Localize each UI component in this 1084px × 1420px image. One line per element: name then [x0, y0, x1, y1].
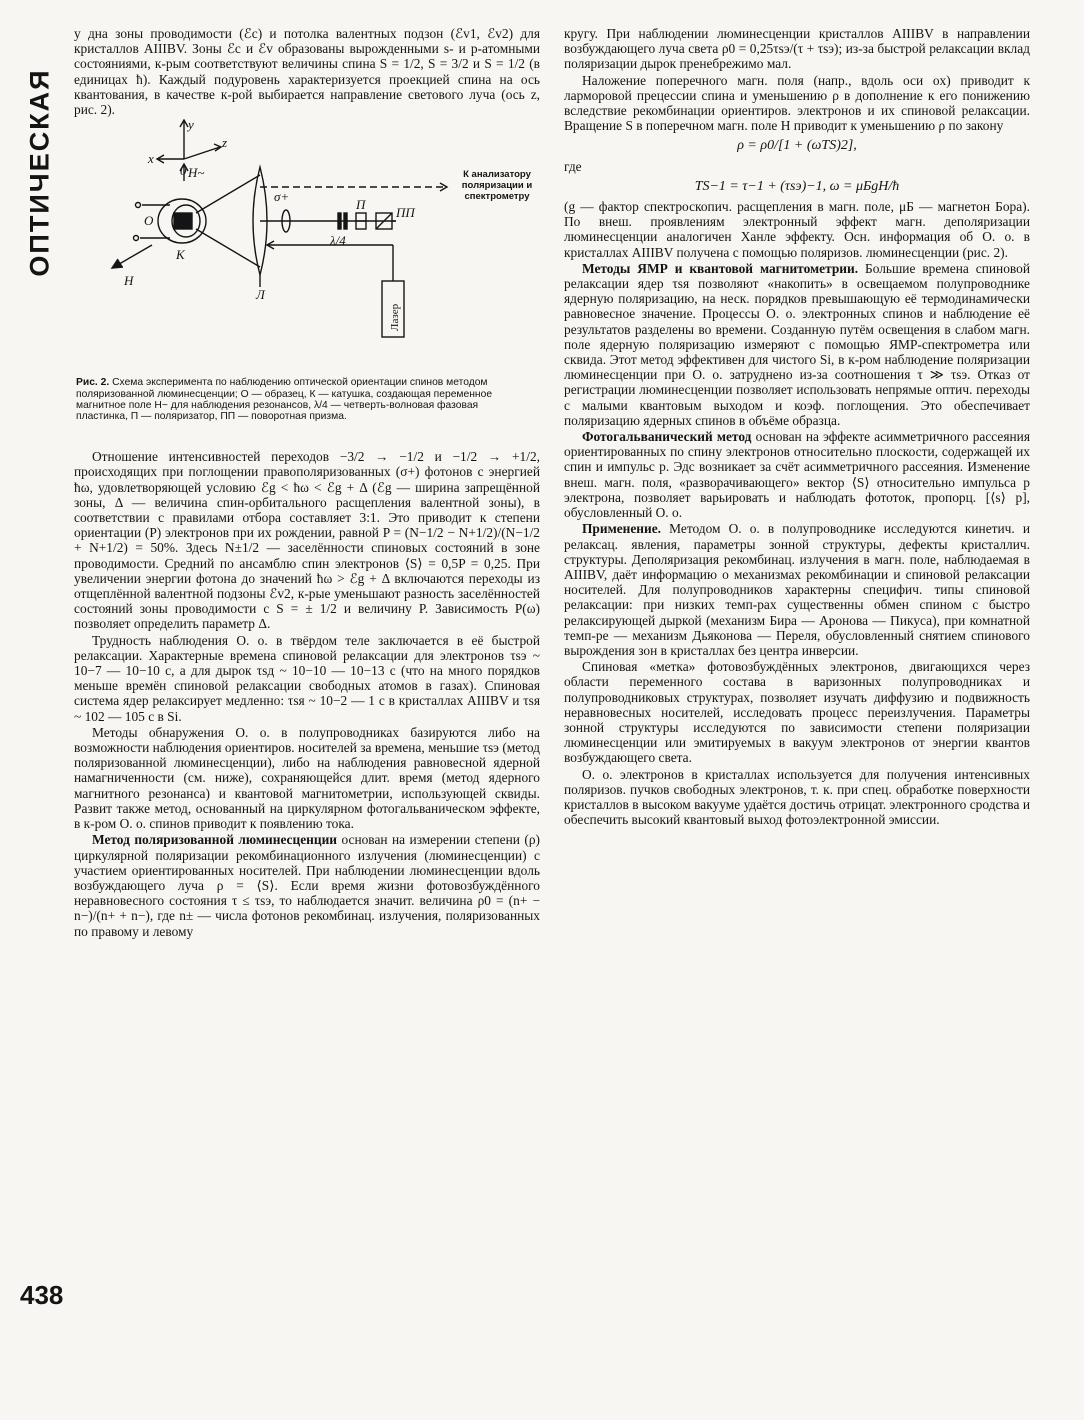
paragraph [564, 429, 1030, 520]
label-x: x [148, 151, 154, 167]
paragraph: (g — фактор спектроскопич. расщепления в магн. поле, μБ — магнетон Бора). По внеш. проявлениям электронный эффект магн. деполяризации люминесценции аналогичен Ханле эффекту. Осн. информация об О. о. в кристаллах AIIIBV получена с помощью поляризов. люминесценции (рис. 2). [564, 199, 1030, 260]
label-k: К [176, 247, 185, 263]
left-column [74, 26, 540, 939]
sample-o [174, 213, 192, 229]
paragraph: Спиновая «метка» фотовозбуждённых электронов, двигающихся через области переменного состава в варизонных полупроводниках и полупроводниковых структурах, позволяет изучать диффузию и подвижность неравновесных носителей, исследовать процесс переизлучения. Параметры зонной структуры исследуются по зависимости степени поляризации люминесценции или эмитируемых в вакуум электронов от энергии квантов возбуждающего света. [564, 659, 1030, 766]
where-label: где [564, 158, 582, 174]
figure-caption [76, 377, 516, 423]
quarter-wave-plate [338, 213, 341, 229]
label-to-analyzer: К анализатору поляризации и спектрометру [461, 169, 533, 203]
paragraph [74, 832, 540, 938]
paragraph-body: Методом О. о. в полупроводнике исследуются кинетич. и релаксац. явления, параметры зонной структуры, дефекты кристаллич. структуры. Деполяризация рекомбинац. излучения в магн. поле, наблюдаемая в AIIIBV, даёт информацию о механизмах рекомбинации и спиновой релаксации носителей. Для полупроводников характерны специфич. типы спиновой релаксации: при низких темп-рах существенны обмен спином с быстро релаксирующей дыркой (механизм Бира — Аронова — Пикуса), при комнатной темп-ре — механизм Дьяконова — Переля, обусловленный снятием спинового вырождения зон в кристаллах без центра инверсии. [564, 521, 1031, 658]
label-o: О [144, 213, 154, 229]
page-number: 438 [20, 1280, 64, 1310]
figure-2 [74, 119, 540, 441]
section-title: ОПТИЧЕСКАЯ [24, 67, 55, 277]
label-lambda4: λ/4 [330, 233, 346, 249]
paragraph: О. о. электронов в кристаллах используется для получения интенсивных поляризов. пучков свободных электронов, т. к. при спец. обработке поверхности кристаллов в высоком вакууме удаётся достичь отрицат. электронного сродства и обеспечить высокий квантовый выход фотоэлектронной эмиссии. [564, 766, 1030, 828]
label-y: y [188, 119, 194, 133]
label-laser: Лазер [389, 304, 401, 332]
label-zero: 0 [180, 163, 187, 179]
paragraph: кругу. При наблюдении люминесценции кристаллов AIIIBV в направлении возбуждающего луча света ρ0 = 0,25τsэ/(τ + τsэ); из-за быстрой релаксации вклад поляризации дырок пренебрежимо мал. [564, 26, 1030, 72]
caption-title: Рис. 2. [76, 377, 110, 389]
paragraph: Наложение поперечного магн. поля (напр., вдоль оси ox) приводит к ларморовой прецессии спина и уменьшению ρ в дополнение к его понижению вследствие рекомбинации ориентиров. электронов и их спиновой релаксации. Вращение S в поперечном магн. поле H приводит к уменьшению ρ по закону [564, 72, 1030, 134]
label-l: Л [256, 287, 265, 303]
paragraph-body: основан на эффекте асимметричного рассеяния ориентированных по спину электронов относительно плоскости, содержащей их спин и импульс p. Эдс возникает за счёт асимметричного рассеяния. Изменение внеш. магн. поля, «разворачивающего» вектор ⟨S⟩ относительно импульса p электрона, позволяет варьировать и наблюдать фототок, пропорц. [⟨s⟩ p], обусловленный О. о. [564, 429, 1030, 521]
paragraph: Отношение интенсивностей переходов −3/2 → −1/2 и −1/2 → +1/2, происходящих при поглощении правополяризованных (σ+) фотонов с энергией ħω, удовлетворяющей условию ℰg < ħω < ℰg + Δ (ℰg — ширина запрещённой зоны, Δ — величина спин-орбитального расщепления валентной зоны), в соответствии с правилами отбора составляет 3:1. Это приводит к степени ориентации (P) электронов при их рождении, равной P = (N−1/2 − N+1/2)/(N−1/2 + N+1/2) = 50%. Здесь N±1/2 — заселённости спиновых состояний в зоне проводимости. Средний по ансамблю спин электронов ⟨S⟩ = 0,5P = 0,25. При увеличении энергии фотона до значений ħω > ℰg + Δ включаются переходы из отщеплённой валентной подзоны ℰv2, к-рые уменьшают разность заселённостей состояний зоны проводимости с S = ± 1/2 и величину P. Зависимость P(ω) позволяет определить параметр Δ. [74, 449, 540, 632]
paragraph [564, 521, 1030, 658]
formula: ρ = ρ0/[1 + (ωTS)2], [737, 138, 857, 154]
right-column [564, 26, 1030, 827]
label-pp: ПП [396, 205, 415, 221]
paragraph-lead: Методы ЯМР и квантовой магнитометрии. [582, 260, 859, 276]
experiment-diagram [74, 119, 540, 374]
z-axis [184, 147, 220, 159]
label-p: П [356, 197, 366, 213]
label-h: H [124, 273, 134, 289]
paragraph: у дна зоны проводимости (ℰc) и потолка валентных подзон (ℰv1, ℰv2) для кристаллов AIIIBV. Зоны ℰc и ℰv образованы вырожденными s- и p-атомными состояниями, к-рым соответствуют величины спина S = 1/2, S = 3/2 и S = 1/2 (в единицах ħ). Каждый подуровень характеризуется проекцией спина на ось квантования, в качестве к-рой выбирается направление светового луча (ось z, рис. 2). [74, 26, 540, 118]
paragraph-body: основан на измерении степени (ρ) циркулярной поляризации рекомбинационного излучения (люминесценции) с участием ориентированных носителей. При наблюдении люминесценции вдоль возбуждающего луча ρ = ⟨S⟩. Если время жизни фотовозбуждённого неравновесного состояния τ ≤ τsэ, то наблюдается значит. величина ρ0 = (n+ − n−)/(n+ + n−), где n± — числа фотонов рекомбинац. излучения, поляризованных по правому и левому [74, 832, 540, 939]
paragraph: Трудность наблюдения О. о. в твёрдом теле заключается в её быстрой релаксации. Характерные времена спиновой релаксации для электронов τsэ ~ 10−7 — 10−10 с, а для дырок τsд ~ 10−10 — 10−13 с (что на много порядков меньше времён спиновой релаксации свободных атомов в газах). Спиновая система ядер релаксирует медленно: τsя ~ 10−2 — 1 с в кристаллах AIIIBV и τsя ~ 102 — 105 с в Si. [74, 632, 540, 724]
label-sigma-plus: σ+ [274, 189, 290, 205]
caption-text: Схема эксперимента по наблюдению оптической ориентации спинов методом поляризованной люминесценции; О — образец, К — катушка, создающая переменное магнитное поле H~ для наблюдения резонансов, λ/4 — четверть-волновая фазовая пластинка, П — поляризатор, ПП — поворотная призма. [76, 377, 493, 423]
label-z: z [222, 135, 228, 151]
paragraph-lead: Фотогальванический метод [582, 429, 752, 445]
paragraph-body: Большие времена спиновой релаксации ядер τsя позволяют «накопить» в освещаемом полупроводнике ядерную поляризацию, на неск. порядков превышающую её термодинамически равновесное значение. Процессы О. о. электронных спинов и наблюдение её результатов разделены во времени. Созданную путём освещения в слабом магн. поле ядерную поляризацию измеряют с помощью ЯМР-спектрометра или сквида. Этот метод эффективен для чистого Si, в к-ром наблюдение поляризации люминесценции при О. о. затруднено из-за соотношения τ ≫ τsэ. Отказ от регистрации люминесценции позволяет использовать непрямые оптич. переходы с малыми квантовым выходом и коэф. поглощения. Это обеспечивает поляризацию ядерных спинов в объёме образца. [564, 260, 1030, 428]
formula: TS−1 = τ−1 + (τsэ)−1, ω = μБgH/ħ [694, 178, 900, 194]
paragraph: Методы обнаружения О. о. в полупроводниках базируются либо на возможности наблюдения ориентиров. носителей за времена, меньшие τsэ (метод поляризованной люминесценции), либо на наблюдения равновесной ядерной намагниченности (см. ниже), сохраняющейся длит. время (метод ядерного магнитного резонанса) и квантовой магнитометрии, использующей сквиды. Развит также метод, основанный на циркулярном фотогальваническом эффекте, в к-ром О. о. спинов приводит к появлению тока. [74, 724, 540, 832]
section-header [18, 22, 62, 322]
label-h-field: H~ [188, 165, 205, 181]
paragraph-lead: Применение. [582, 521, 662, 537]
paragraph [564, 261, 1030, 428]
paragraph-lead: Метод поляризованной люминесценции [92, 832, 338, 848]
